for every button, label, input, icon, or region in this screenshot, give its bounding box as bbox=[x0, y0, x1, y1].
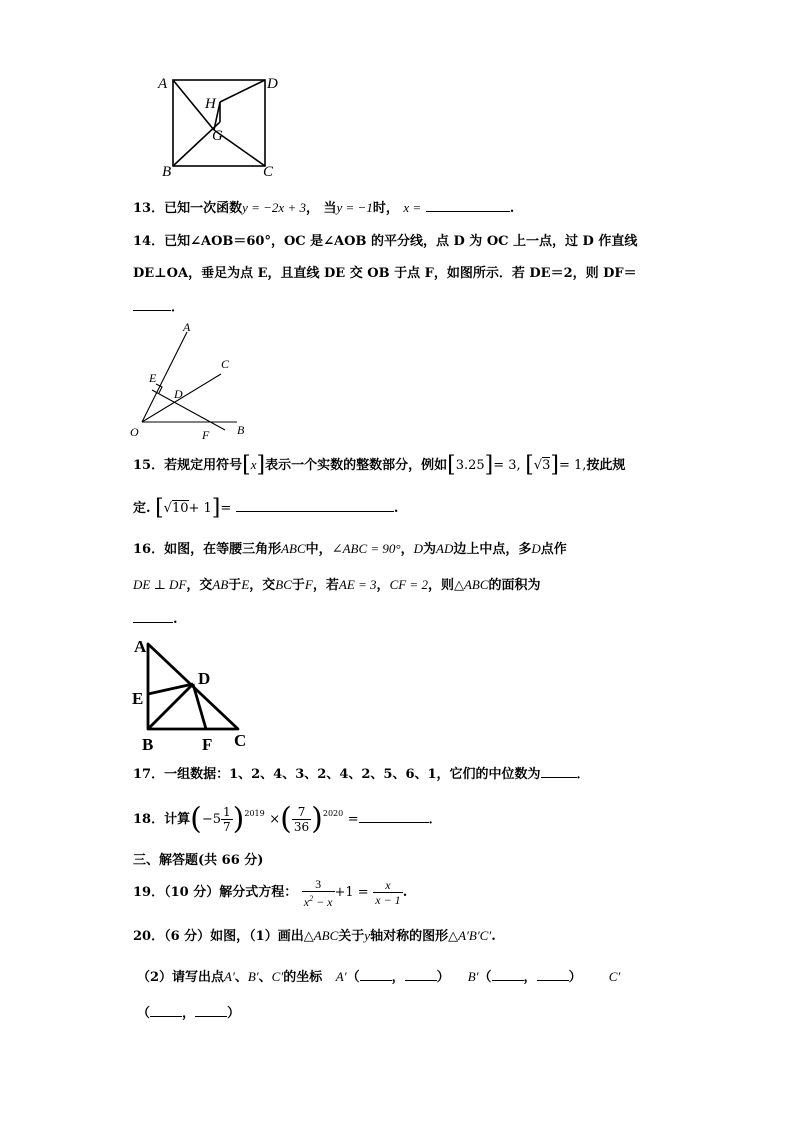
label-f: F bbox=[202, 735, 213, 754]
answer-blank[interactable] bbox=[133, 296, 171, 311]
question-16-line3: . bbox=[133, 608, 178, 630]
question-16-line2: DE ⊥ DF，交AB于E，交BC于F，若AE = 3，CF = 2，则△ABC的面积为 bbox=[133, 577, 541, 593]
label-c: C bbox=[234, 731, 247, 750]
coord-a-y-blank[interactable] bbox=[405, 966, 437, 981]
question-14-line2: DE⊥OA，垂足为点 E，且直线 DE 交 OB 于点 F，如图所示．若 DE＝2，则 DF＝ bbox=[133, 266, 637, 281]
label-h: H bbox=[205, 96, 216, 112]
figure-angle-aob bbox=[125, 318, 255, 443]
figure-square-abcd bbox=[150, 68, 300, 180]
label-e: E bbox=[132, 689, 144, 708]
coord-b-x-blank[interactable] bbox=[492, 966, 524, 981]
question-20-line3: （ ， ） bbox=[137, 1002, 240, 1024]
label-g: G bbox=[212, 128, 223, 144]
label-a: A bbox=[134, 637, 147, 656]
answer-blank[interactable] bbox=[359, 808, 429, 823]
label-b: B bbox=[237, 423, 245, 437]
coord-c-x-blank[interactable] bbox=[150, 1002, 182, 1017]
label-d: D bbox=[267, 76, 278, 92]
answer-blank[interactable] bbox=[133, 608, 173, 623]
coord-a-x-blank[interactable] bbox=[360, 966, 392, 981]
label-c: C bbox=[221, 357, 230, 371]
label-e: E bbox=[149, 371, 157, 385]
question-20-line2: （2）请写出点A′、B′、C′的坐标 A′（ ， ） B′（ ， ） C′ bbox=[137, 966, 620, 988]
answer-blank[interactable] bbox=[541, 763, 577, 778]
label-f: F bbox=[202, 428, 210, 442]
question-19: 19．（10 分）解分式方程： $\frac{3}{x^2 - x}$ +1 = $\frac{x}{x - 1}$ . bbox=[133, 876, 408, 909]
question-13: 13．已知一次函数y = −2x + 3， 当y = −1时， x = . bbox=[133, 197, 514, 219]
question-18: 18．计算(−5 $\frac{1}{7}$ )$^{2019}$ ×( $\frac{7}{36}$ )$^{2020}$ = ． bbox=[133, 801, 442, 837]
coord-c-y-blank[interactable] bbox=[195, 1002, 227, 1017]
question-17: 17．一组数据：1、2、4、3、2、4、2、5、6、1，它们的中位数为 ． bbox=[133, 763, 590, 785]
answer-blank[interactable] bbox=[426, 197, 510, 212]
label-d: D bbox=[174, 387, 183, 401]
label-b: B bbox=[162, 164, 172, 180]
label-o: O bbox=[130, 425, 139, 439]
question-20-line1: 20．（6 分）如图，（1）画出△ABC关于y轴对称的图形△A′B′C′. bbox=[133, 928, 496, 944]
label-c: C bbox=[263, 164, 274, 180]
label-a: A bbox=[158, 76, 168, 92]
question-16-line1: 16．如图，在等腰三角形ABC中，∠ABC = 90°，D为AD边上中点，多D点作 bbox=[133, 541, 567, 557]
section-heading: 三、解答题(共 66 分) bbox=[133, 853, 264, 868]
question-15-line1: 15．若规定用符号[x]表示一个实数的整数部分，例如[3.25]= 3, [√3]= 1,按此规 bbox=[133, 452, 626, 478]
question-15-line2: 定. [√10+ 1]= . bbox=[133, 495, 399, 521]
question-14-line3: ． bbox=[133, 296, 184, 318]
figure-isosceles-triangle bbox=[128, 632, 258, 754]
label-b: B bbox=[142, 735, 154, 754]
question-14-line1: 14．已知∠AOB＝60°，OC 是∠AOB 的平分线，点 D 为 OC 上一点，过 D 作直线 bbox=[133, 234, 638, 249]
label-a: A bbox=[183, 320, 191, 334]
coord-b-y-blank[interactable] bbox=[537, 966, 569, 981]
answer-blank[interactable] bbox=[236, 497, 394, 512]
label-d: D bbox=[198, 669, 211, 688]
